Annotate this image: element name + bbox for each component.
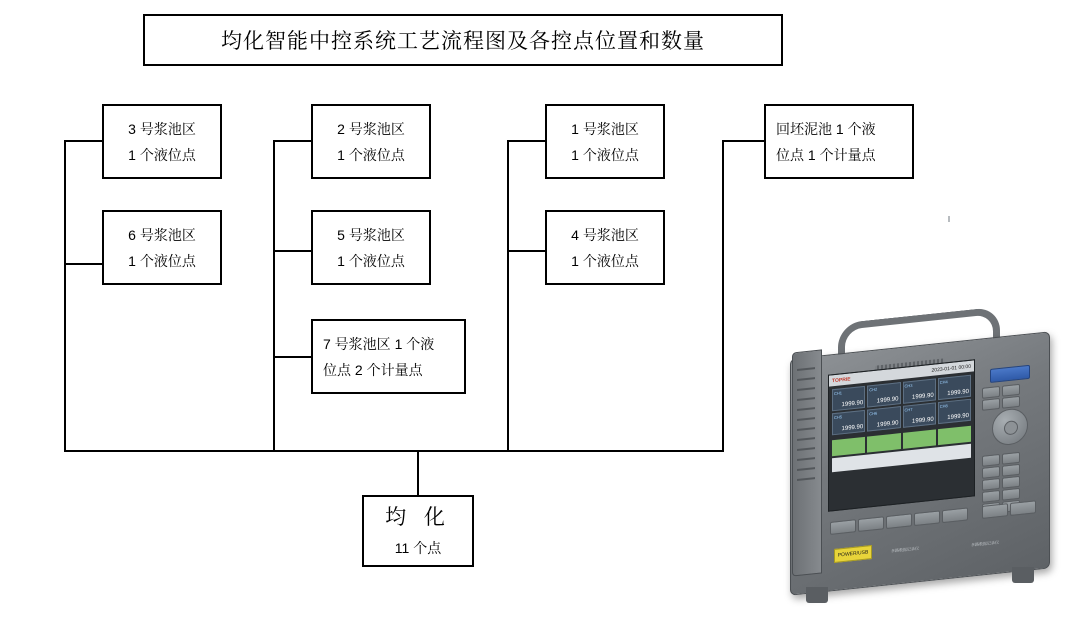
node-pool6-line2: 1 个液位点	[128, 252, 196, 269]
connector-group1-to-pool3	[64, 140, 102, 142]
image-speck	[948, 216, 950, 222]
node-summary[interactable]	[362, 495, 474, 567]
channel-value: 1999.90	[947, 412, 969, 422]
node-pool2-line2: 1 个液位点	[337, 146, 405, 163]
node-pool3-line1: 3 号浆池区	[128, 120, 196, 137]
channel-cell	[903, 378, 936, 403]
channel-cell	[832, 410, 865, 435]
channel-tag: CH1	[834, 390, 843, 397]
connector-group2-to-pool7	[273, 356, 311, 358]
softkey-3[interactable]	[886, 513, 912, 529]
key-row3-left[interactable]	[982, 454, 1000, 467]
connector-group3-spine	[507, 140, 509, 452]
channel-value: 1999.90	[841, 424, 864, 433]
node-pool5-line2: 1 个液位点	[337, 252, 405, 269]
node-pool1-line2: 1 个液位点	[571, 146, 639, 163]
node-pool5[interactable]	[311, 210, 431, 285]
node-pool4-line1: 4 号浆池区	[571, 226, 639, 243]
channel-tag: CH7	[904, 406, 913, 413]
key-row5-left[interactable]	[982, 478, 1000, 491]
key-row1-left[interactable]	[982, 386, 1000, 399]
node-return-pool-line1: 回坯泥池 1 个液	[776, 120, 876, 137]
channel-cell	[867, 406, 900, 431]
softkey-5[interactable]	[942, 507, 968, 523]
connector-bottom-bus	[64, 450, 724, 452]
channel-tag: CH5	[834, 414, 843, 421]
channel-cell	[832, 386, 865, 411]
device-label-right: 多路数据记录仪	[971, 539, 999, 548]
connector-group2-to-pool5	[273, 250, 311, 252]
softkey-7[interactable]	[1010, 500, 1036, 516]
key-function-blue[interactable]	[990, 365, 1030, 383]
node-pool6[interactable]	[102, 210, 222, 285]
softkey-4[interactable]	[914, 510, 940, 526]
device-illustration	[780, 305, 1065, 620]
key-row4-left[interactable]	[982, 466, 1000, 479]
channel-value: 1999.90	[947, 388, 969, 398]
key-row2-right[interactable]	[1002, 396, 1020, 409]
power-usb-badge: POWER/USB	[834, 545, 872, 563]
node-pool2-line1: 2 号浆池区	[337, 120, 405, 137]
connector-group1-spine	[64, 140, 66, 452]
key-row4-right[interactable]	[1002, 464, 1020, 477]
node-pool7-line2: 位点 2 个计量点	[323, 361, 423, 378]
node-summary-count: 11 个点	[394, 540, 442, 556]
node-pool4-line2: 1 个液位点	[571, 252, 639, 269]
node-pool6-line1: 6 号浆池区	[128, 226, 196, 243]
node-return-pool-line2: 位点 1 个计量点	[776, 146, 876, 163]
channel-value: 1999.90	[912, 392, 934, 401]
channel-tag: CH4	[939, 379, 948, 385]
channel-value: 1999.90	[841, 400, 864, 409]
node-pool3-line2: 1 个液位点	[128, 146, 196, 163]
node-pool2[interactable]	[311, 104, 431, 179]
device-side-vents	[792, 349, 822, 576]
node-pool3[interactable]	[102, 104, 222, 179]
node-pool5-line1: 5 号浆池区	[337, 226, 405, 243]
node-pool4[interactable]	[545, 210, 665, 285]
channel-value: 1999.90	[876, 420, 899, 429]
key-row5-right[interactable]	[1002, 476, 1020, 489]
screen-clock: 2023-01-01 00:00	[931, 363, 971, 374]
channel-cell	[938, 399, 971, 424]
channel-cell	[903, 402, 936, 427]
softkey-6[interactable]	[982, 503, 1008, 519]
channel-value: 1999.90	[912, 416, 934, 425]
device-foot-left	[806, 587, 828, 603]
diagram-title-text: 均化智能中控系统工艺流程图及各控点位置和数量	[221, 30, 705, 53]
navigation-pad[interactable]	[992, 407, 1028, 447]
device-foot-right	[1012, 567, 1034, 583]
node-pool1-line1: 1 号浆池区	[571, 120, 639, 137]
device-screen[interactable]	[828, 359, 975, 511]
key-row3-right[interactable]	[1002, 452, 1020, 465]
key-row6-right[interactable]	[1002, 488, 1020, 501]
node-summary-name: 均 化	[385, 506, 451, 529]
channel-tag: CH3	[904, 382, 913, 389]
node-pool7-line1: 7 号浆池区 1 个液	[323, 335, 435, 352]
key-row1-right[interactable]	[1002, 384, 1020, 397]
softkey-1[interactable]	[830, 519, 856, 535]
channel-tag: CH6	[869, 410, 878, 417]
channel-cell	[867, 382, 900, 407]
connector-group2-spine	[273, 140, 275, 452]
node-pool1[interactable]	[545, 104, 665, 179]
connector-group2-to-pool2	[273, 140, 311, 142]
diagram-title	[143, 14, 783, 66]
connector-group4-to-returnpool	[722, 140, 764, 142]
channel-cell	[938, 375, 971, 400]
screen-brand-label: TOPRIE	[832, 375, 851, 384]
key-row6-left[interactable]	[982, 490, 1000, 503]
connector-group3-to-pool1	[507, 140, 545, 142]
connector-bus-to-summary	[417, 450, 419, 495]
connector-group4-spine	[722, 140, 724, 452]
device-label-left: 多路数据记录仪	[891, 545, 919, 554]
node-return-pool[interactable]	[764, 104, 914, 179]
softkey-2[interactable]	[858, 516, 884, 532]
node-pool7[interactable]	[311, 319, 466, 394]
channel-tag: CH8	[939, 403, 948, 409]
key-row2-left[interactable]	[982, 398, 1000, 411]
channel-value: 1999.90	[876, 396, 899, 405]
connector-group1-to-pool6	[64, 263, 102, 265]
channel-tag: CH2	[869, 386, 878, 393]
connector-group3-to-pool4	[507, 250, 545, 252]
